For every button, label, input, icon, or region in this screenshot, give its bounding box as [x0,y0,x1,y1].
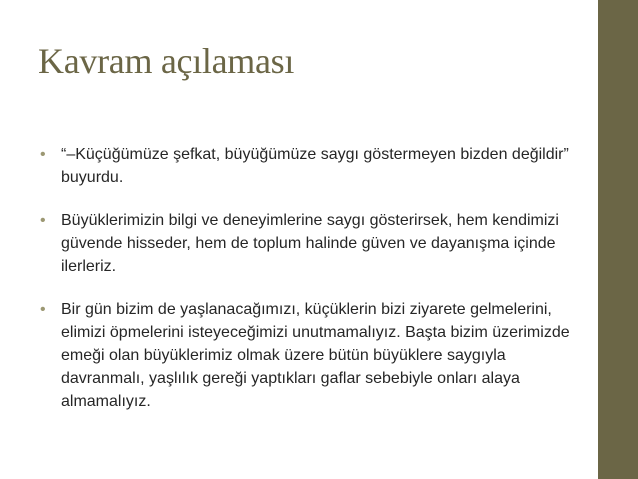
bullet-item [38,298,583,413]
bullet-text: “–Küçüğümüze şefkat, büyüğümüze saygı göstermeyen bizden değildir” buyurdu. [61,146,569,186]
bullet-text: Büyüklerimizin bilgi ve deneyimlerine saygı gösterirsek, hem kendimizi güvende hisseder, hem de toplum halinde güven ve dayanışma içinde ilerleriz. [61,212,559,275]
bullet-text: Bir gün bizim de yaşlanacağımızı, küçüklerin bizi ziyarete gelmelerini, elimizi öpmelerini isteyeceğimizi unutmamalıyız. Başta bizim üzerimizde emeği olan büyüklerimiz olmak üzere bütün büyüklere saygıyla davranmalı, yaşlılık gereği yaptıkları gaflar sebebiyle onları alaya almamalıyız. [61,301,570,410]
slide-title: Kavram açılaması [38,41,295,81]
bullet-marker: • [40,212,46,229]
bullet-item [38,209,583,278]
accent-side-bar [598,0,638,479]
bullet-list [38,143,583,433]
bullet-marker: • [40,301,46,318]
bullet-marker: • [40,146,46,163]
bullet-item [38,143,583,189]
